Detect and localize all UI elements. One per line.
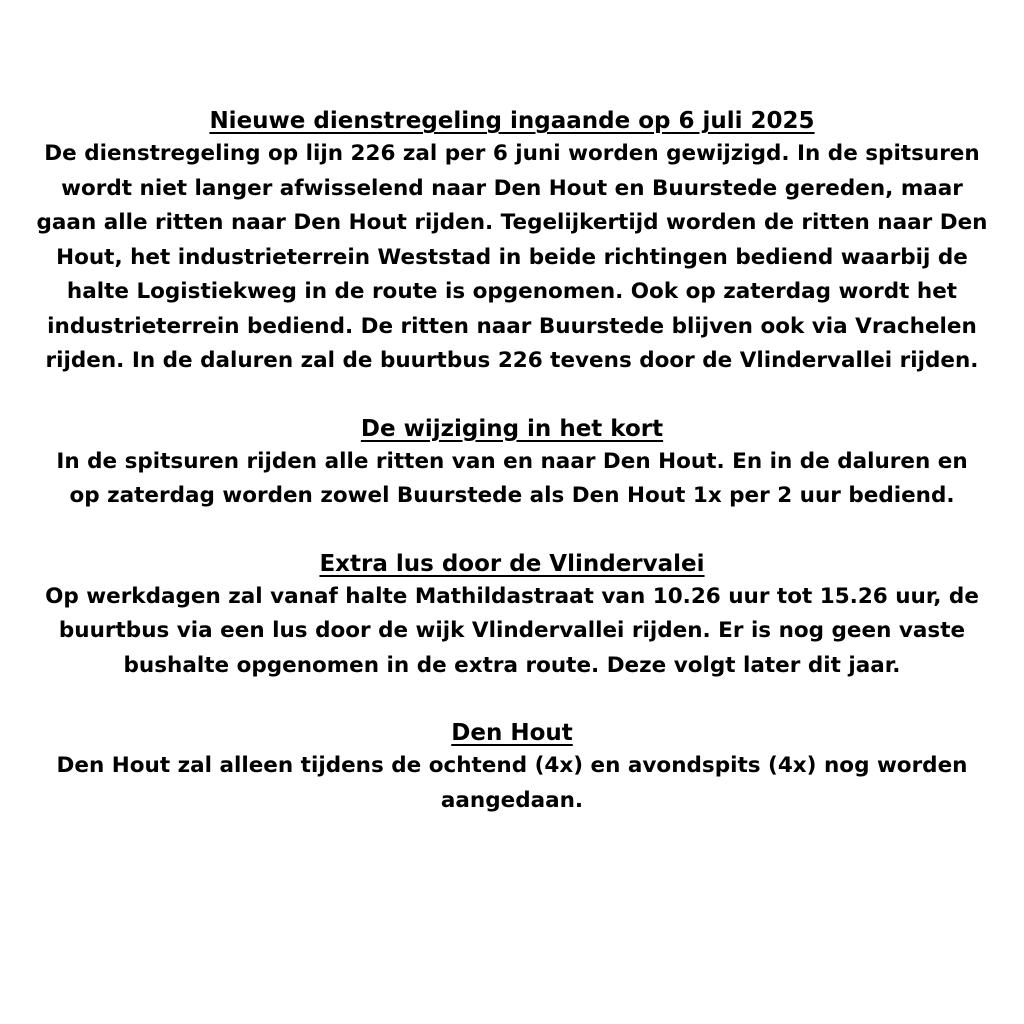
section-extra-loop xyxy=(0,548,1024,684)
heading-extra-loop: Extra lus door de Vlindervalei xyxy=(319,550,705,577)
paragraph-line: buurtbus via een lus door de wijk Vlindervallei rijden. Er is nog geen vaste xyxy=(58,618,966,643)
paragraph-line: De dienstregeling op lijn 226 zal per 6 juni worden gewijzigd. In de spitsuren xyxy=(44,141,980,166)
paragraph-line: industrieterrein bediend. De ritten naar Buurstede blijven ook via Vrachelen xyxy=(47,313,977,339)
paragraph-line: wordt niet langer afwisselend naar Den Hout en Buurstede gereden, maar xyxy=(61,175,963,201)
section-new-timetable xyxy=(0,105,1024,379)
announcement-document xyxy=(0,105,1024,818)
paragraph-line: rijden. In de daluren zal de buurtbus 226 tevens door de Vlindervallei rijden. xyxy=(45,348,979,373)
paragraph-line: bushalte opgenomen in de extra route. Deze volgt later dit jaar. xyxy=(123,652,901,678)
paragraph-line: aangedaan. xyxy=(440,787,584,813)
paragraph-line: In de spitsuren rijden alle ritten van en naar Den Hout. En in de daluren en xyxy=(56,448,968,474)
section-den-hout xyxy=(0,717,1024,818)
paragraph-line: gaan alle ritten naar Den Hout rijden. Tegelijkertijd worden de ritten naar Den xyxy=(36,210,988,235)
section-change-summary xyxy=(0,413,1024,514)
paragraph-line: op zaterdag worden zowel Buurstede als Den Hout 1x per 2 uur bediend. xyxy=(69,483,955,508)
paragraph-line: Den Hout zal alleen tijdens de ochtend (4x) en avondspits (4x) nog worden xyxy=(56,753,968,778)
heading-den-hout: Den Hout xyxy=(451,720,573,746)
heading-change-summary: De wijziging in het kort xyxy=(360,415,664,442)
paragraph-line: Op werkdagen zal vanaf halte Mathildastraat van 10.26 uur tot 15.26 uur, de xyxy=(45,583,979,609)
paragraph-line: Hout, het industrieterrein Weststad in beide richtingen bediend waarbij de xyxy=(56,244,968,270)
heading-new-timetable: Nieuwe dienstregeling ingaande op 6 juli 2025 xyxy=(209,108,815,134)
paragraph-line: halte Logistiekweg in de route is opgenomen. Ook op zaterdag wordt het xyxy=(66,279,958,304)
